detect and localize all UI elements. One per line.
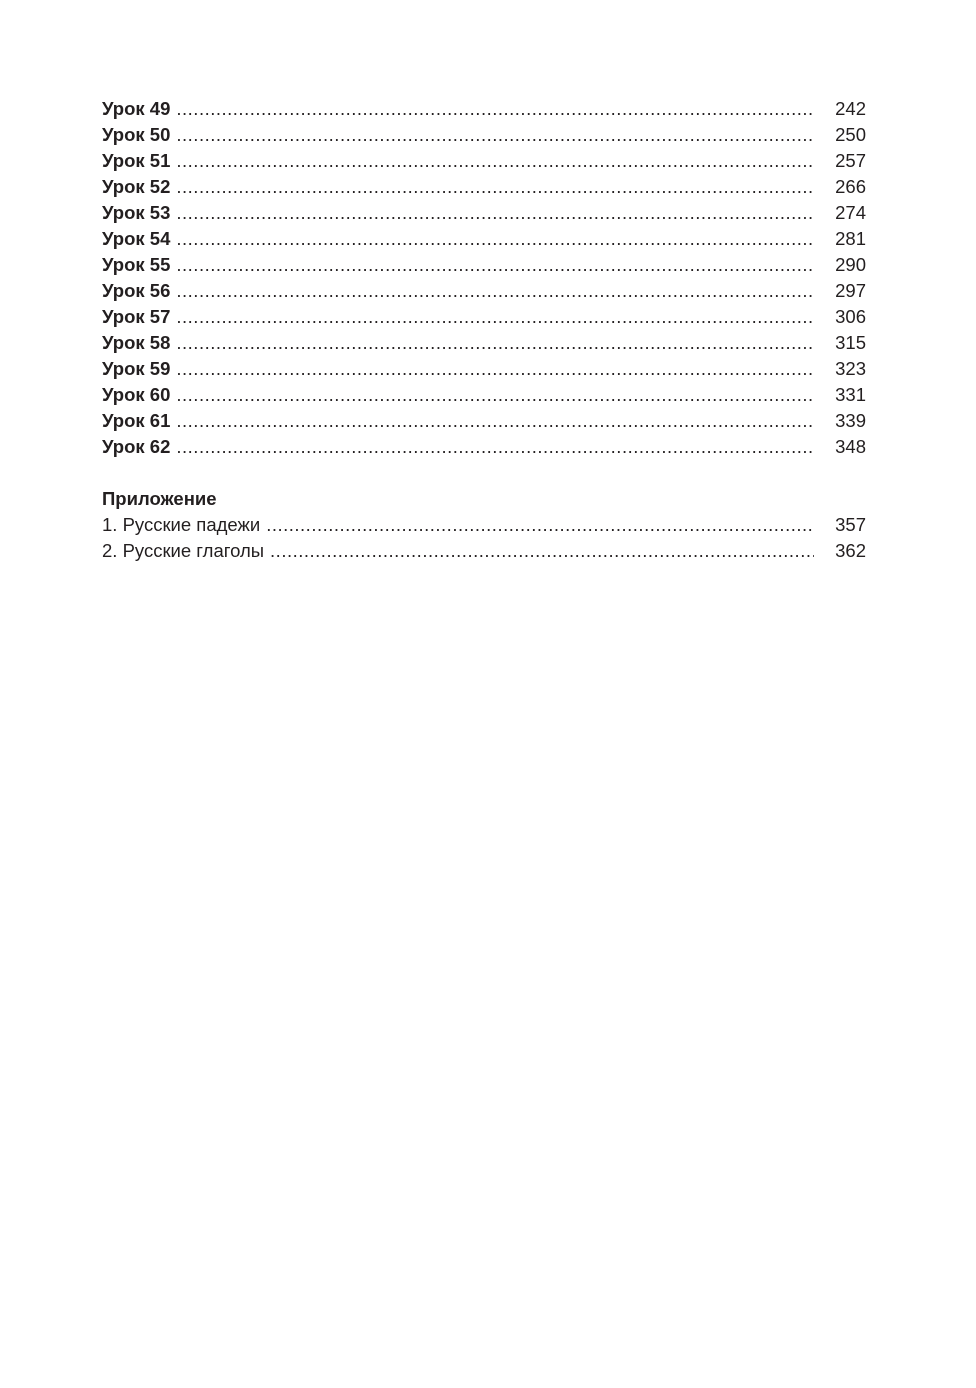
appendix-heading: Приложение (102, 488, 217, 509)
toc-row-lesson-49[interactable] (102, 96, 866, 122)
table-of-contents (102, 96, 866, 564)
toc-page-number: 357 (835, 514, 866, 535)
toc-lesson-label: Урок 58 (102, 332, 171, 353)
toc-page-number: 257 (835, 150, 866, 171)
toc-lesson-label: Урок 60 (102, 384, 171, 405)
toc-page-number: 323 (835, 358, 866, 379)
toc-lesson-label: Урок 51 (102, 150, 171, 171)
toc-page-number: 281 (835, 228, 866, 249)
toc-page-number: 250 (835, 124, 866, 145)
toc-row-lesson-54[interactable] (102, 226, 866, 252)
dot-leader (176, 96, 814, 122)
dot-leader (176, 278, 814, 304)
toc-row-appendix-verbs[interactable] (102, 538, 866, 564)
toc-page-number: 306 (835, 306, 866, 327)
dot-leader (176, 330, 814, 356)
dot-leader (176, 252, 814, 278)
dot-leader (176, 408, 814, 434)
toc-page-number: 362 (835, 540, 866, 561)
toc-page-number: 266 (835, 176, 866, 197)
toc-lesson-label: Урок 50 (102, 124, 171, 145)
toc-row-appendix-cases[interactable] (102, 512, 866, 538)
toc-appendix-label: 2. Русские глаголы (102, 540, 265, 561)
toc-page-number: 315 (835, 332, 866, 353)
toc-lesson-label: Урок 54 (102, 228, 171, 249)
toc-lesson-label: Урок 53 (102, 202, 171, 223)
dot-leader (266, 512, 814, 538)
toc-row-lesson-61[interactable] (102, 408, 866, 434)
toc-lesson-label: Урок 59 (102, 358, 171, 379)
toc-lesson-label: Урок 49 (102, 98, 171, 119)
toc-appendix-label: 1. Русские падежи (102, 514, 261, 535)
dot-leader (176, 148, 814, 174)
dot-leader (176, 174, 814, 200)
toc-lesson-label: Урок 61 (102, 410, 171, 431)
toc-row-lesson-52[interactable] (102, 174, 866, 200)
toc-lesson-label: Урок 52 (102, 176, 171, 197)
toc-page-number: 331 (835, 384, 866, 405)
dot-leader (176, 382, 814, 408)
toc-row-lesson-56[interactable] (102, 278, 866, 304)
toc-row-lesson-57[interactable] (102, 304, 866, 330)
toc-row-lesson-58[interactable] (102, 330, 866, 356)
toc-lesson-label: Урок 57 (102, 306, 171, 327)
toc-page-number: 242 (835, 98, 866, 119)
toc-lesson-label: Урок 55 (102, 254, 171, 275)
toc-page-number: 274 (835, 202, 866, 223)
toc-page-number: 290 (835, 254, 866, 275)
toc-row-lesson-60[interactable] (102, 382, 866, 408)
toc-row-lesson-51[interactable] (102, 148, 866, 174)
dot-leader (176, 434, 814, 460)
toc-row-lesson-55[interactable] (102, 252, 866, 278)
toc-page-number: 297 (835, 280, 866, 301)
toc-row-lesson-62[interactable] (102, 434, 866, 460)
dot-leader (176, 200, 814, 226)
dot-leader (270, 538, 814, 564)
toc-row-lesson-53[interactable] (102, 200, 866, 226)
dot-leader (176, 304, 814, 330)
toc-page-number: 348 (835, 436, 866, 457)
dot-leader (176, 356, 814, 382)
toc-page-number: 339 (835, 410, 866, 431)
dot-leader (176, 122, 814, 148)
toc-lesson-label: Урок 62 (102, 436, 171, 457)
toc-row-lesson-50[interactable] (102, 122, 866, 148)
dot-leader (176, 226, 814, 252)
toc-lesson-label: Урок 56 (102, 280, 171, 301)
toc-row-lesson-59[interactable] (102, 356, 866, 382)
